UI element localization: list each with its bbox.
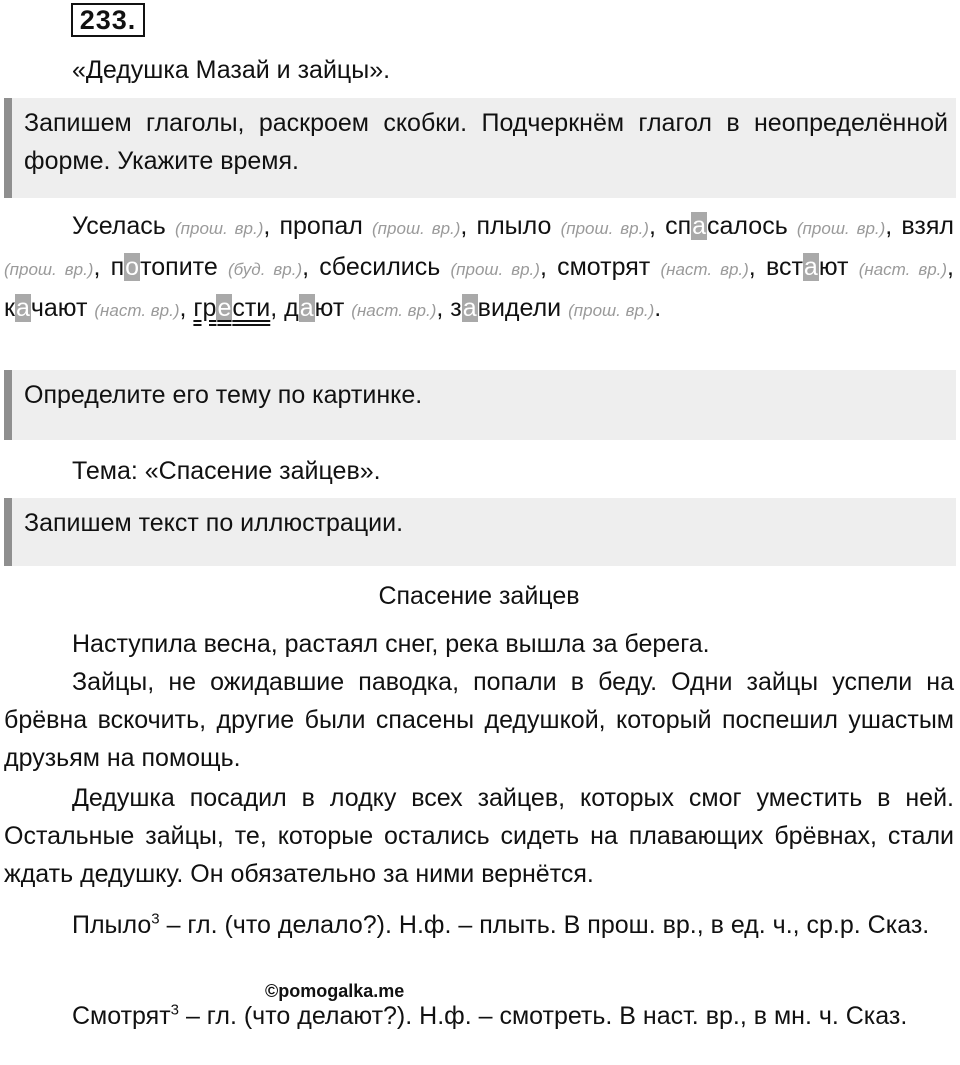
tense-note: (буд. вр.) — [227, 260, 303, 279]
verb-part: д — [284, 294, 299, 322]
analysis-2 — [4, 997, 954, 1035]
story-title: Спасение зайцев — [378, 582, 580, 610]
verbs-paragraph: Уселась (прош. вр.), пропал (прош. вр.), плыло (прош. вр.), спасалось (прош. вр.), взял (прош. вр.), потопите (буд. вр.), сбесились (прош. вр.), смотрят (наст. вр.), встают (наст. вр.), качают (наст. вр.), грести, дают (наст. вр.), завидели (прош. вр.). — [4, 212, 954, 322]
task-box-1 — [4, 98, 956, 198]
task-box-2 — [4, 370, 956, 440]
verb-part: видели — [477, 294, 562, 322]
analysis-word: Плыло — [72, 911, 152, 939]
infinitive-underlined — [193, 294, 270, 322]
verb-word: смотрят — [557, 253, 651, 281]
analysis-text: – гл. (что делало?). Н.ф. – плыть. В прош. вр., в ед. ч., ср.р. Сказ. — [159, 911, 930, 939]
highlighted-vowel: а — [15, 294, 30, 322]
tense-note: (прош. вр.) — [796, 219, 886, 238]
tense-note: (наст. вр.) — [94, 301, 180, 320]
verb-part: салось — [707, 212, 788, 240]
tense-note: (прош. вр.) — [372, 219, 461, 238]
verb-part: топите — [140, 253, 218, 281]
highlighted-vowel: а — [462, 294, 477, 322]
verb-part: сп — [665, 212, 692, 240]
verb-part: гр — [193, 294, 217, 322]
verb-word: взял — [901, 212, 954, 240]
verb-part: п — [110, 253, 125, 281]
story-paragraph-3: Дедушка посадил в лодку всех зайцев, которых смог уместить в ней. Остальные зайцы, те, которые остались сидеть на плавающих брёвнах, стали ждать дедушку. Он обязательно за ними вернётся. — [4, 784, 954, 888]
verb-part: вст — [765, 253, 803, 281]
task-1-text: Запишем глаголы, раскроем скобки. Подчеркнём глагол в неопределённой форме. Укажите время. — [24, 109, 948, 175]
tense-note: (прош. вр.) — [568, 301, 655, 320]
story-paragraph-2: Зайцы, не ожидавшие паводка, попали в беду. Одни зайцы успели на брёвна вскочить, другие были спасены дедушкой, который поспешил ушастым друзьям на помощь. — [4, 668, 954, 772]
task-2-text: Определите его тему по картинке. — [24, 381, 423, 409]
verb-word: пропал — [279, 212, 363, 240]
analysis-1 — [4, 906, 954, 944]
task-number: 233. — [71, 3, 145, 37]
verb-part: ют — [314, 294, 345, 322]
verb-part: к — [4, 294, 15, 322]
verb-word: плыло — [476, 212, 552, 240]
exercise-title — [4, 51, 954, 89]
analysis-superscript: 3 — [170, 1001, 180, 1019]
verb-part: з — [450, 294, 462, 322]
tense-note: (прош. вр.) — [174, 219, 264, 238]
highlighted-vowel: о — [125, 253, 140, 281]
tense-note: (прош. вр.) — [450, 260, 540, 279]
task-box-3 — [4, 498, 956, 566]
verb-part: ют — [818, 253, 849, 281]
tense-note: (наст. вр.) — [858, 260, 948, 279]
watermark: ©pomogalka.me — [265, 981, 405, 1001]
verb-part: сти — [232, 294, 271, 322]
analysis-word: Смотрят — [72, 1002, 171, 1030]
tense-note: (прош. вр.) — [560, 219, 649, 238]
verb-word: Уселась — [72, 212, 166, 240]
theme-line: Тема: «Спасение зайцев». — [72, 457, 381, 485]
highlighted-vowel: а — [803, 253, 818, 281]
highlighted-vowel: е — [217, 294, 232, 322]
verb-part: чают — [30, 294, 88, 322]
task-3-text: Запишем текст по иллюстрации. — [24, 509, 404, 537]
tense-note: (наст. вр.) — [660, 260, 749, 279]
story-paragraph-1: Наступила весна, растаял снег, река вышла за берега. — [72, 630, 710, 658]
tense-note: (прош. вр.) — [4, 260, 94, 279]
highlighted-vowel: а — [692, 212, 707, 240]
tense-note: (наст. вр.) — [351, 301, 437, 320]
exercise-title-text: «Дедушка Мазай и зайцы». — [72, 56, 391, 84]
verb-word: сбесились — [319, 253, 441, 281]
analysis-text: – гл. (что делают?). Н.ф. – смотреть. В наст. вр., в мн. ч. Сказ. — [179, 1002, 908, 1030]
analysis-superscript: 3 — [151, 910, 160, 928]
highlighted-vowel: а — [299, 294, 314, 322]
